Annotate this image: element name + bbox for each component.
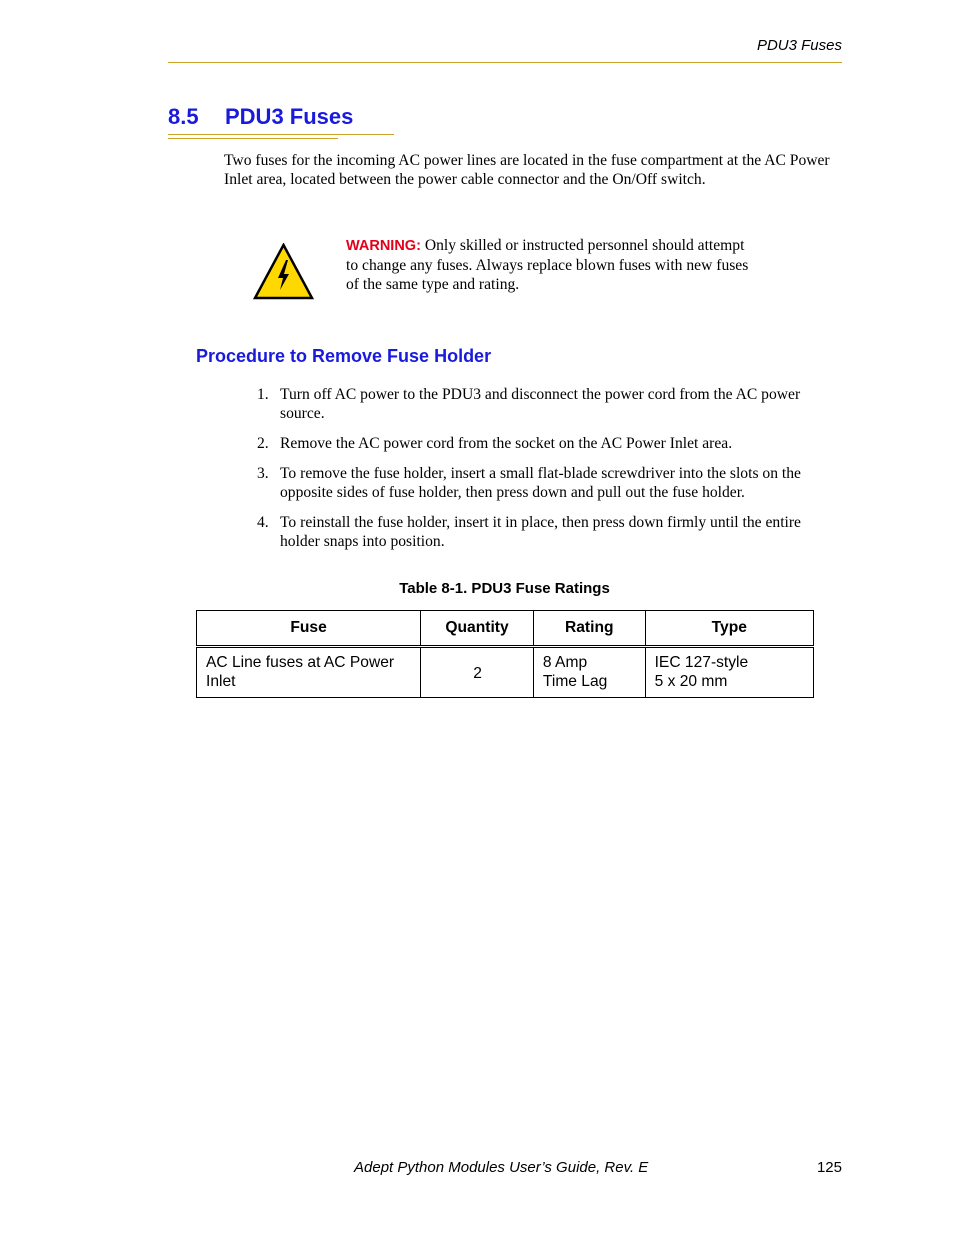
procedure-step: 1. Turn off AC power to the PDU3 and disconnect the power cord from the AC power source. [257,386,801,422]
procedure-heading: Procedure to Remove Fuse Holder [196,346,492,366]
cell-rating: 8 Amp Time Lag [533,647,645,698]
cell-type: IEC 127-style 5 x 20 mm [645,647,813,698]
warning-body: Only skilled or instructed personnel should attempt to change any fuses. Always replace blown fuses with new fuses of the same type and rating. [346,237,749,293]
procedure-step: 2. Remove the AC power cord from the socket on the AC Power Inlet area. [257,435,733,452]
section-number: 8.5 [168,104,199,129]
section-heading [168,104,353,130]
section-rule-short [168,138,338,139]
column-header-type: Type [645,611,813,647]
table-header-row [197,611,814,647]
procedure-steps [257,385,837,562]
section-title: PDU3 Fuses [225,104,354,129]
warning-label: WARNING: [346,238,421,254]
procedure-step: 3. To remove the fuse holder, insert a small flat-blade screwdriver into the slots on the opposite sides of fuse holder, then press down and pull out the fuse holder. [257,465,801,501]
cell-quantity: 2 [421,647,534,698]
fuse-ratings-table [196,610,814,698]
table-row [197,647,814,698]
running-head: PDU3 Fuses [756,37,842,54]
footer-title: Adept Python Modules User’s Guide, Rev. E [354,1159,649,1176]
high-voltage-warning-icon [253,243,314,300]
section-rule [168,134,394,135]
column-header-rating: Rating [533,611,645,647]
page-number: 125 [816,1159,842,1176]
table-caption: Table 8-1. PDU3 Fuse Ratings [399,580,610,597]
procedure-step: 4. To reinstall the fuse holder, insert it in place, then press down firmly until the entire holder snaps into position. [257,514,801,550]
intro-paragraph: Two fuses for the incoming AC power lines are located in the fuse compartment at the AC Power Inlet area, located between the power cable connector and the On/Off switch. [224,152,830,188]
header-rule [168,62,842,63]
cell-fuse: AC Line fuses at AC Power Inlet [197,647,421,698]
column-header-fuse: Fuse [197,611,421,647]
column-header-quantity: Quantity [421,611,534,647]
warning-text [346,236,756,294]
